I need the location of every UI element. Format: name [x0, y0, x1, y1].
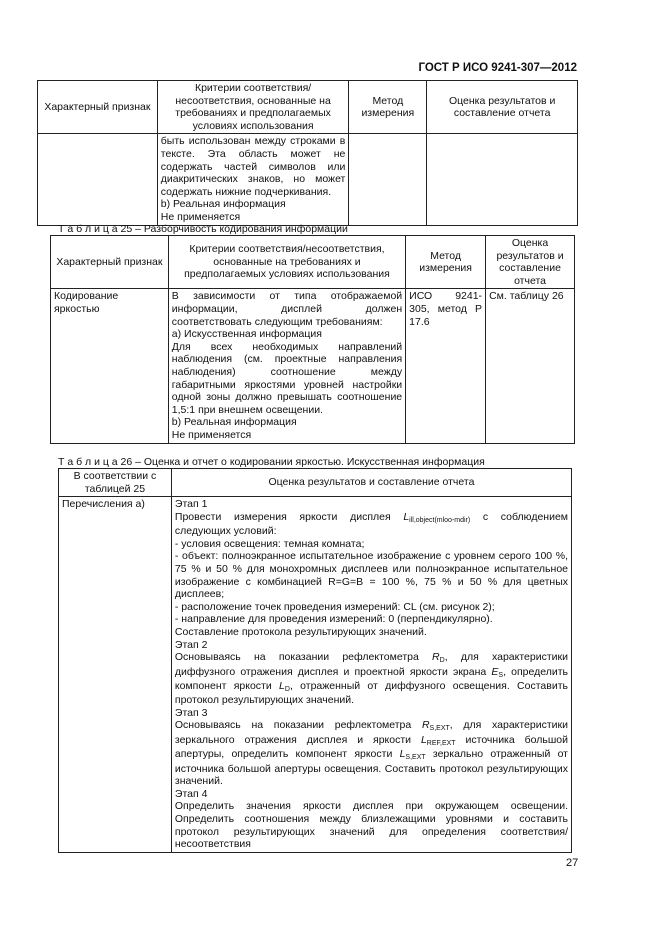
method-cell: ИСО 9241-305, метод Р 17.6: [406, 289, 486, 444]
criteria-cell: [157, 134, 349, 225]
header-method: Метод измерения: [349, 81, 427, 134]
header-method: Метод измерения: [406, 236, 486, 289]
stage2-paragraph: Основываясь на показании рефлектометра $R_D$, для характеристики диффузного отражения дисплея и проектной яркости экрана $E_S$, определить компонент яркости $L_D$, отраженный от диффузного освещения. Составить протокол результирующих значений.: [174, 651, 568, 707]
stage3-paragraph: Основываясь на показании рефлектометра $R_{S,EXT}$, для характеристики зеркального отражения дисплея и яркости $L_{REF,EXT}$ источника большой апертуры, определить компонент яркости $L_{S,EXT}$ зеркально отраженный от источника большой апертуры освещения. Составить протокол результирующих значений.: [174, 719, 568, 788]
stage3-title: Этап 3: [174, 706, 208, 719]
stage2-title: Этап 2: [174, 638, 208, 651]
header-reference: В соответствии с таблицей 25: [59, 469, 172, 497]
header-criteria: Критерии соответствия/несоответствия, основанные на требованиях и предполагаемых условиях использования: [157, 81, 349, 134]
header-feature: Характерный признак: [38, 81, 158, 134]
header-evaluation: Оценка результатов и составление отчета: [171, 469, 571, 497]
feature-cell: [38, 134, 158, 225]
criteria-text: быть использован между строками в тексте. Эта область может не содержать частей символов или диакритических знаков, но может содержать нижние подчеркивания.: [160, 135, 346, 198]
evaluation-cell: См. таблицу 26: [486, 289, 575, 444]
page-number: 27: [566, 857, 579, 869]
table-header-row: [38, 81, 578, 134]
stage1-report: Составление протокола результирующих значений.: [174, 625, 427, 638]
table-header-row: [59, 469, 572, 497]
feature-cell: Кодирование яркостью: [51, 289, 169, 444]
table-25: [50, 235, 575, 444]
criteria-not-applicable: Не применяется: [160, 210, 241, 223]
criteria-artificial-info: а) Искусственная информация: [171, 328, 322, 341]
stage1-title: Этап 1: [174, 498, 208, 511]
row-label-cell: Перечисления а): [59, 497, 172, 853]
stage1-paragraph: Провести измерения яркости дисплея $L_{ill,object(mloo-mdir)}$ с соблюдением следующих условий:: [174, 510, 569, 538]
table-header-row: [51, 236, 575, 289]
table-row: [38, 134, 578, 225]
table-26: [58, 468, 572, 853]
criteria-real-info: b) Реальная информация: [160, 198, 286, 211]
evaluation-cell: [427, 134, 578, 225]
criteria-cell: [168, 289, 405, 444]
criteria-real-info: b) Реальная информация: [171, 416, 297, 429]
stage1-condition-object: - объект: полноэкранное испытательное изображение с уровнем серого 100 %, 75 % и 50 % для монохромных дисплеев или полноэкранное испытательное изображение с комбинацией R=G=B = 100 %, 75 % и 50 % для цветных дисплеев;: [174, 550, 568, 601]
document-id: ГОСТ Р ИСО 9241-307—2012: [418, 62, 577, 74]
header-evaluation: Оценка результатов и составление отчета: [427, 81, 578, 134]
criteria-requirement: Для всех необходимых направлений наблюдения (см. проектные направления наблюдения) соотношение между габаритными яркостями уровней настройки одной зоны должно превышать соотношение 1,5:1 при внешнем освещении.: [171, 340, 403, 416]
stage4-paragraph: Определить значения яркости дисплея при окружающем освещении. Определить соотношения между близлежащими уровнями и составить протокол результирующих значений для определения соответствия/несоответствия: [174, 800, 568, 851]
stage1-condition-lighting: - условия освещения: темная комната;: [174, 537, 365, 550]
header-criteria: Критерии соответствия/несоответствия, основанные на требованиях и предполагаемых условиях использования: [168, 236, 405, 289]
stage1-condition-location: - расположение точек проведения измерений: CL (см. рисунок 2);: [174, 600, 495, 613]
stage1-condition-direction: - направление для проведения измерений: 0 (перпендикулярно).: [174, 613, 493, 626]
criteria-not-applicable: Не применяется: [171, 428, 252, 441]
header-evaluation: Оценка результатов и составление отчета: [486, 236, 575, 289]
table25-caption: Т а б л и ц а 25 – Разборчивость кодирования информации: [58, 223, 348, 235]
header-feature: Характерный признак: [51, 236, 169, 289]
table-row: [51, 289, 575, 444]
table-continuation: [37, 80, 578, 226]
stage4-title: Этап 4: [174, 787, 208, 800]
table-row: [59, 497, 572, 853]
table26-caption: Т а б л и ц а 26 – Оценка и отчет о кодировании яркостью. Искусственная информация: [58, 456, 485, 468]
criteria-intro: В зависимости от типа отображаемой информации, дисплей должен соответствовать следующим требованиям:: [171, 290, 403, 328]
method-cell: [349, 134, 427, 225]
evaluation-content-cell: [171, 497, 571, 853]
